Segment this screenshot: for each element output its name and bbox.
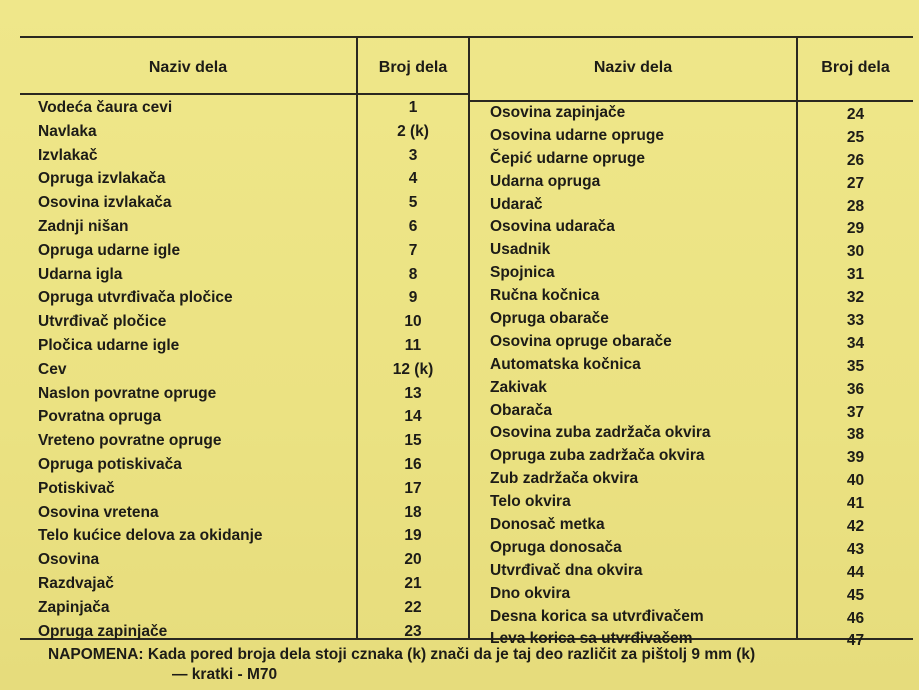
part-number: 14: [404, 408, 422, 426]
part-number: 23: [404, 622, 422, 640]
part-name: Opruga zuba zadržača okvira: [490, 447, 705, 465]
part-number: 9: [408, 289, 418, 307]
part-name: Osovina udarača: [490, 218, 615, 236]
part-name: Opruga udarne igle: [38, 241, 181, 259]
part-number: 18: [404, 503, 422, 521]
part-number: 7: [408, 241, 418, 259]
part-name: Osovina opruge obarače: [490, 332, 672, 350]
part-name: Osovina udarne opruge: [490, 126, 664, 144]
part-number: 36: [846, 380, 865, 398]
part-number: 2 (k): [397, 122, 429, 140]
part-name: Vodeća čaura cevi: [38, 99, 173, 116]
part-name: Telo kućice delova za okidanje: [38, 527, 263, 545]
part-number: 28: [846, 197, 865, 215]
part-number: 5: [408, 194, 418, 212]
part-number: 3: [408, 146, 418, 164]
part-number: 46: [846, 609, 865, 627]
part-name: Izvlakač: [38, 146, 98, 164]
part-name: Desna korica sa utvrđivačem: [490, 607, 704, 625]
part-number: 47: [846, 632, 865, 650]
header-number-left: Broj dela: [378, 59, 448, 76]
footnote-line-1: NAPOMENA: Kada pored broja dela stoji cznaka (k) znači da je taj deo različit za pištolj 9 mm (k): [48, 646, 756, 663]
footnote: [48, 645, 908, 685]
left-numbers-column: [358, 96, 468, 643]
part-number: 34: [846, 334, 865, 352]
part-number: 22: [404, 598, 422, 616]
part-number: 38: [846, 426, 865, 444]
part-number: 40: [846, 472, 865, 490]
part-number: 33: [846, 312, 865, 330]
part-name: Telo okvira: [490, 493, 571, 511]
part-number: 45: [846, 586, 865, 604]
part-number: 39: [846, 449, 865, 467]
part-name: Opruga utvrđivača pločice: [38, 289, 233, 307]
header-name-left: Naziv dela: [148, 59, 228, 76]
part-name: Dno okvira: [490, 584, 571, 602]
left-names-column: [38, 96, 353, 643]
part-number: 15: [404, 432, 422, 450]
part-number: 26: [846, 151, 865, 169]
part-number: 43: [846, 540, 865, 558]
part-name: Automatska kočnica: [490, 355, 641, 373]
part-name: Osovina izvlakača: [38, 194, 172, 212]
part-name: Cev: [38, 360, 67, 378]
part-name: Vreteno povratne opruge: [38, 432, 222, 450]
part-name: Udarač: [490, 195, 543, 213]
part-name: Naslon povratne opruge: [38, 384, 217, 402]
part-name: Zub zadržača okvira: [490, 470, 639, 488]
right-numbers-column: [798, 104, 913, 653]
part-name: Pločica udarne igle: [38, 336, 180, 354]
part-number: 44: [846, 563, 865, 581]
part-name: Potiskivač: [38, 479, 115, 497]
part-number: 24: [846, 106, 865, 123]
part-number: 6: [408, 217, 418, 235]
part-number: 37: [846, 403, 865, 421]
part-name: Usadnik: [490, 241, 551, 259]
part-number: 32: [846, 289, 865, 307]
part-name: Razdvajač: [38, 574, 114, 592]
part-number: 35: [846, 357, 865, 375]
parts-table: [20, 36, 913, 650]
part-number: 20: [404, 551, 422, 569]
part-number: 1: [408, 99, 418, 116]
header-number-right: Broj dela: [821, 59, 890, 76]
part-number: 11: [404, 336, 422, 354]
part-number: 17: [404, 479, 422, 497]
part-name: Zadnji nišan: [38, 217, 129, 235]
part-name: Navlaka: [38, 122, 97, 140]
part-name: Obarača: [490, 401, 553, 419]
part-number: 16: [404, 455, 422, 473]
part-number: 4: [408, 170, 418, 188]
part-name: Opruga obarače: [490, 310, 609, 328]
part-name: Zakivak: [490, 378, 547, 396]
part-name: Povratna opruga: [38, 408, 162, 426]
part-number: 25: [846, 128, 865, 146]
part-name: Opruga zapinjače: [38, 622, 168, 640]
part-number: 27: [846, 174, 865, 192]
part-number: 19: [404, 527, 422, 545]
part-name: Opruga izvlakača: [38, 170, 166, 188]
part-number: 8: [408, 265, 418, 283]
part-name: Utvrđivač pločice: [38, 313, 167, 331]
part-number: 31: [846, 266, 865, 284]
footnote-line-2: — kratki - M70: [172, 666, 278, 683]
part-number: 30: [846, 243, 865, 261]
part-name: Utvrđivač dna okvira: [490, 561, 643, 579]
part-name: Osovina vretena: [38, 503, 159, 521]
part-name: Osovina zuba zadržača okvira: [490, 424, 711, 442]
part-name: Udarna opruga: [490, 172, 601, 190]
part-name: Spojnica: [490, 264, 555, 282]
part-name: Udarna igla: [38, 265, 123, 283]
part-name: Osovina zapinjače: [490, 104, 626, 121]
part-name: Osovina: [38, 551, 100, 569]
part-number: 29: [846, 220, 865, 238]
part-number: 10: [404, 313, 422, 331]
part-number: 42: [846, 518, 865, 536]
part-name: Leva korica sa utvrđivačem: [490, 630, 693, 648]
column-divider: [468, 38, 470, 638]
part-number: 13: [404, 384, 422, 402]
part-number: 12 (k): [392, 360, 434, 378]
part-name: Opruga potiskivača: [38, 455, 182, 473]
part-name: Zapinjača: [38, 598, 110, 616]
part-name: Opruga donosača: [490, 538, 622, 556]
part-name: Čepić udarne opruge: [490, 149, 646, 167]
part-name: Donosač metka: [490, 516, 605, 534]
part-name: Ručna kočnica: [490, 287, 600, 305]
right-names-column: [490, 102, 795, 651]
part-number: 21: [404, 574, 422, 592]
part-number: 41: [846, 495, 865, 513]
header-name-right: Naziv dela: [593, 59, 673, 76]
